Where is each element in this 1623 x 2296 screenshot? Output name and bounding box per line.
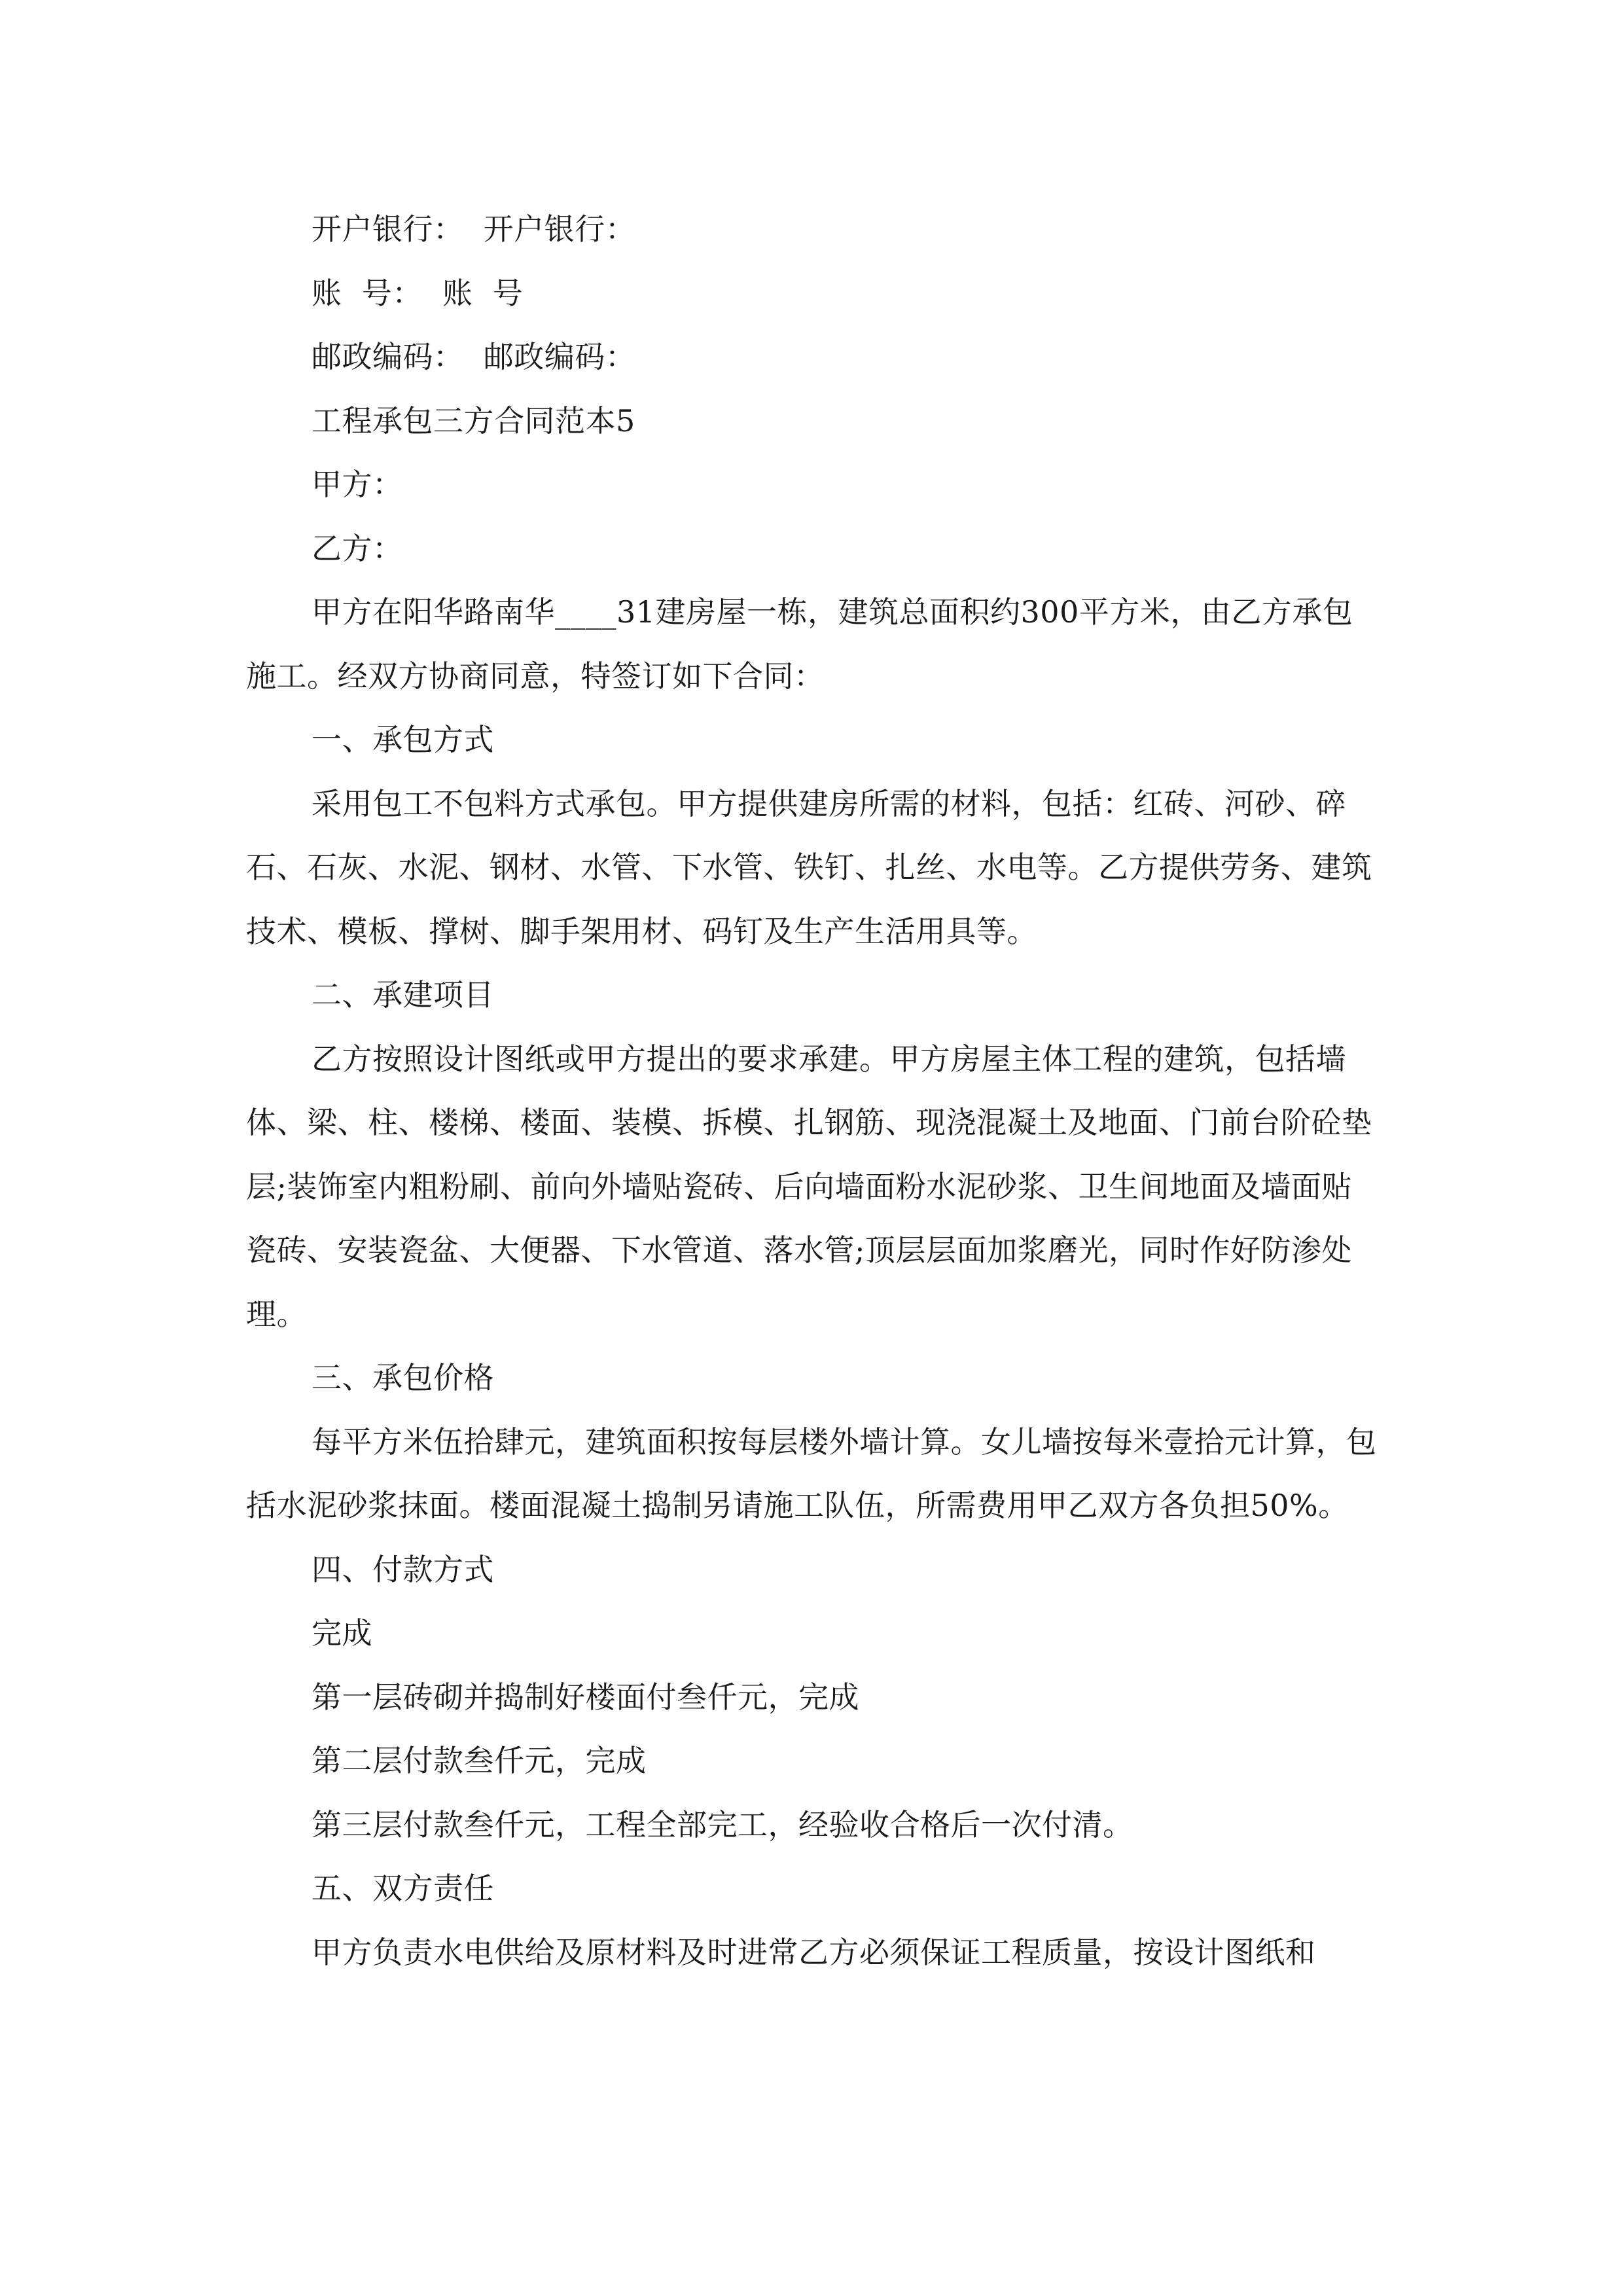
payment-line-3: 第二层付款叁仟元，完成 <box>312 1743 647 1778</box>
payment-line-1: 完成 <box>312 1615 372 1651</box>
account-line: 账 号： 账 号 <box>312 275 524 311</box>
section-body-2: 乙方按照设计图纸或甲方提出的要求承建。甲方房屋主体工程的建筑，包括墙体、梁、柱、楼梯、楼面、装模、拆模、扎钢筋、现浇混凝土及地面、门前台阶砼垫层;装饰室内粗粉刷、前向外墙贴瓷砖、后向墙面粉水泥砂浆、卫生间地面及墙面贴瓷砖、安装瓷盆、大便器、下水管道、落水管;顶层层面加浆磨光，同时作好防渗处理。 <box>246 1041 1372 1332</box>
bank-line: 开户银行： 开户银行： <box>312 211 636 247</box>
section-heading-3: 三、承包价格 <box>312 1360 494 1395</box>
party-a-line: 甲方： <box>312 467 403 502</box>
party-b-line: 乙方： <box>312 530 403 566</box>
postcode-line: 邮政编码： 邮政编码： <box>312 339 636 374</box>
section-body-1: 采用包工不包料方式承包。甲方提供建房所需的材料，包括：红砖、河砂、碎石、石灰、水泥、钢材、水管、下水管、铁钉、扎丝、水电等。乙方提供劳务、建筑技术、模板、撑树、脚手架用材、码钉及生产生活用具等。 <box>246 785 1372 949</box>
section-heading-2: 二、承建项目 <box>312 977 494 1013</box>
section-body-5: 甲方负责水电供给及原材料及时进常乙方必须保证工程质量，按设计图纸和 <box>312 1934 1316 1970</box>
section-heading-1: 一、承包方式 <box>312 722 494 757</box>
section-heading-5: 五、双方责任 <box>312 1871 494 1906</box>
intro-paragraph: 甲方在阳华路南华____31建房屋一栋，建筑总面积约300平方米，由乙方承包施工。经双方协商同意，特签订如下合同： <box>246 594 1353 694</box>
contract-title: 工程承包三方合同范本5 <box>312 403 635 439</box>
payment-line-4: 第三层付款叁仟元，工程全部完工，经验收合格后一次付清。 <box>312 1806 1133 1842</box>
section-body-3: 每平方米伍拾肆元，建筑面积按每层楼外墙计算。女儿墙按每米壹拾元计算，包括水泥砂浆抹面。楼面混凝土捣制另请施工队伍，所需费用甲乙双方各负担50%。 <box>246 1424 1377 1523</box>
section-heading-4: 四、付款方式 <box>312 1551 494 1587</box>
document-body <box>246 198 1378 1984</box>
payment-line-2: 第一层砖砌并捣制好楼面付叁仟元，完成 <box>312 1679 859 1715</box>
